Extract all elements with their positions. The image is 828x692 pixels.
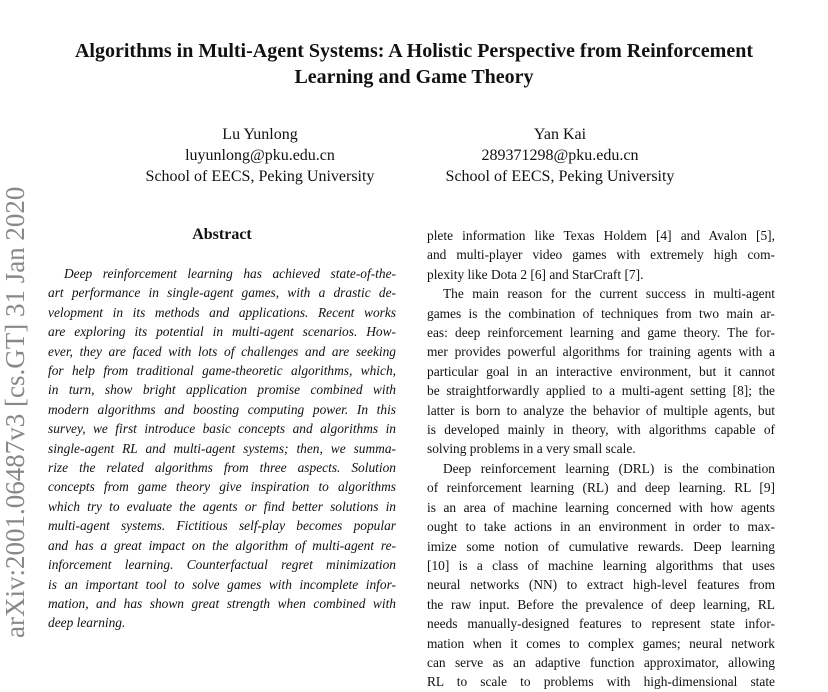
abstract-line: modern algorithms and boosting computing power. In this [48, 401, 396, 417]
author-affiliation: School of EECS, Peking University [445, 168, 675, 185]
right-column-body [427, 226, 775, 692]
body-line: mation when it comes to complex games; neural network [427, 635, 775, 651]
author-name: Lu Yunlong [222, 126, 298, 143]
body-line: be straightforwardly applied to a multi-agent setting [8]; the [427, 383, 775, 399]
abstract-body [48, 264, 396, 633]
abstract-line: in turn, show bright application promise combined with [48, 382, 396, 398]
author-affiliation: School of EECS, Peking University [145, 168, 375, 185]
abstract-line: Deep reinforcement learning has achieved state-of-the- [64, 266, 396, 281]
body-line: mer provides powerful algorithms for training agents with a [427, 344, 775, 360]
abstract-line: concepts from game theory give inspiration to algorithms [48, 479, 396, 495]
body-line: games is the combination of techniques from two main ar- [427, 305, 775, 321]
abstract-line: deep learning. [48, 615, 126, 631]
body-line: latter is born to analyze the behavior of multiple agents, but [427, 402, 775, 418]
arxiv-watermark: arXiv:2001.06487v3 [cs.GT] 31 Jan 2020 [0, 186, 30, 638]
body-line: and multi-player video games with extremely high com- [427, 247, 775, 263]
author-block-1 [120, 124, 400, 187]
abstract-line: velopment in its methods and applications. Recent works [48, 304, 396, 320]
body-line: plexity like Dota 2 [6] and StarCraft [7]. [427, 266, 644, 282]
body-line: ought to take actions in an environment in order to max- [427, 519, 775, 535]
body-line: plete information like Texas Holdem [4] and Avalon [5], [427, 228, 775, 243]
paper-title [40, 38, 788, 90]
body-line: Deep reinforcement learning (DRL) is the combination [443, 460, 775, 476]
abstract-line: art performance in single-agent games, with a drastic de- [48, 285, 396, 301]
abstract-line: are exploring its potential in multi-agent scenarios. How- [48, 324, 396, 340]
body-line: solving problems in a very small scale. [427, 441, 636, 457]
body-line: [10] is a class of machine learning algorithms that uses [427, 557, 775, 573]
author-email: 289371298@pku.edu.cn [481, 147, 639, 164]
body-line: neural networks (NN) to extract high-level features from [427, 577, 775, 593]
abstract-line: rize the related algorithms from three aspects. Solution [48, 460, 396, 476]
abstract-line: survey, we first introduce basic concepts and algorithms in [48, 421, 396, 437]
abstract-line: which try to evaluate the agents or find better solutions in [48, 498, 396, 514]
title-line-1: Algorithms in Multi-Agent Systems: A Holistic Perspective from Reinforcement [74, 40, 754, 62]
body-line: RL to scale to problems with high-dimensional state [427, 674, 775, 690]
body-line: eas: deep reinforcement learning and game theory. The for- [427, 325, 775, 341]
title-line-2: Learning and Game Theory [294, 66, 534, 88]
author-name: Yan Kai [533, 126, 587, 143]
body-line: of reinforcement learning (RL) and deep learning. RL [9] [427, 480, 775, 496]
body-line: particular goal in an interactive environment, but it cannot [427, 363, 775, 379]
abstract-line: single-agent RL and multi-agent systems; then, we summa- [48, 440, 396, 456]
body-line: is an area of machine learning concerned with how agents [427, 499, 775, 515]
abstract-line: is an important tool to solve games with incomplete infor- [48, 576, 396, 592]
author-email: luyunlong@pku.edu.cn [185, 147, 335, 164]
body-line: is developed mainly in theory, with algorithms capable of [427, 422, 775, 438]
body-line: The main reason for the current success in multi-agent [443, 286, 775, 302]
abstract-line: ever, they are faced with lots of challenges and are seeking [48, 343, 396, 359]
abstract-line: multi-agent systems. Fictitious self-play becomes popular [48, 518, 396, 534]
abstract-line: for help from traditional game-theoretic algorithms, which, [48, 363, 396, 379]
body-line: imize some notion of cumulative rewards. Deep learning [427, 538, 775, 554]
abstract-line: mation, and has shown great strength when combined with [48, 595, 396, 611]
abstract-line: and has a great impact on the algorithm of multi-agent re- [48, 537, 396, 553]
body-line: needs manually-designed features to represent state infor- [427, 616, 775, 632]
body-line: the raw input. Before the prevalence of deep learning, RL [427, 596, 775, 612]
body-line: can serve as an adaptive function approximator, allowing [427, 654, 775, 670]
author-block-2 [420, 124, 700, 187]
abstract-line: inforcement learning. Counterfactual regret minimization [48, 557, 396, 573]
abstract-heading: Abstract [192, 226, 252, 243]
